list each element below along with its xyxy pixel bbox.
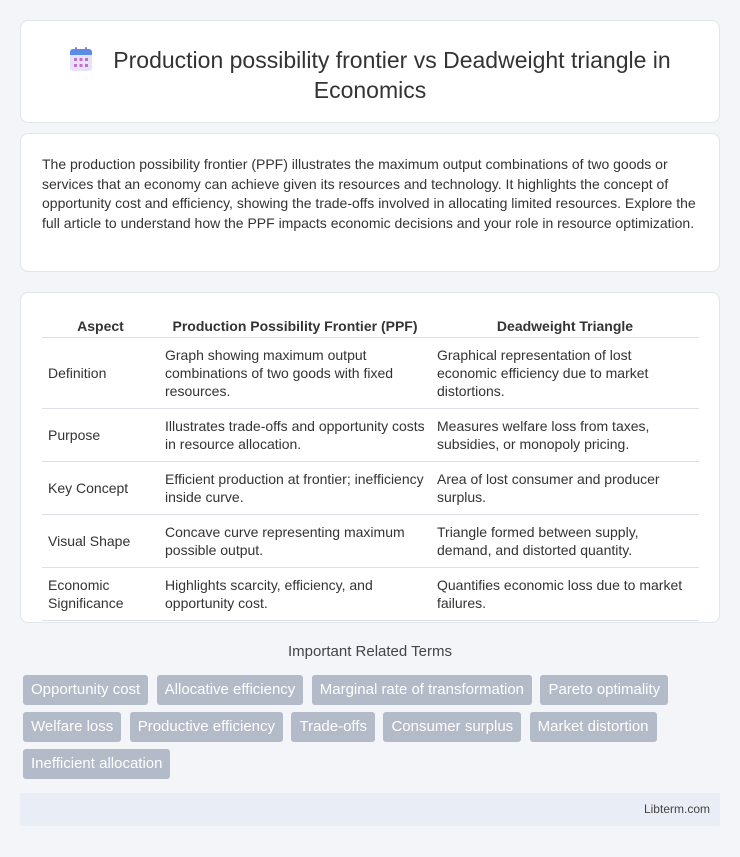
comparison-table	[42, 316, 699, 621]
page-title: Production possibility frontier vs Deadweight triangle in Economics	[113, 47, 671, 103]
footer	[20, 793, 720, 826]
row-deadweight: Triangle formed between supply, demand, and distorted quantity.	[431, 514, 699, 567]
tag-consumer-surplus[interactable]: Consumer surplus	[383, 712, 521, 742]
row-deadweight: Area of lost consumer and producer surplus.	[431, 461, 699, 514]
header-deadweight: Deadweight Triangle	[431, 316, 699, 337]
row-aspect: Purpose	[42, 408, 159, 461]
table-row	[42, 514, 699, 567]
row-aspect: Definition	[42, 337, 159, 408]
header-ppf: Production Possibility Frontier (PPF)	[159, 316, 431, 337]
footer-brand-link[interactable]: Libterm.com	[643, 802, 710, 816]
tag-marginal-rate-of-transformation[interactable]: Marginal rate of transformation	[312, 675, 532, 705]
header-aspect: Aspect	[42, 316, 159, 337]
row-ppf: Illustrates trade-offs and opportunity costs in resource allocation.	[159, 408, 431, 461]
table-row	[42, 567, 699, 620]
row-aspect: Key Concept	[42, 461, 159, 514]
intro-paragraph: The production possibility frontier (PPF) illustrates the maximum output combinations of two goods or services that an economy can achieve given its resources and technology. It highlights the concept of opportunity cost and efficiency, showing the trade-offs involved in allocating limited resources. Explore the full article to understand how the PPF impacts economic decisions and your role in resource optimization.	[42, 156, 696, 231]
row-deadweight: Graphical representation of lost economic efficiency due to market distortions.	[431, 337, 699, 408]
row-deadweight: Quantifies economic loss due to market failures.	[431, 567, 699, 620]
row-aspect: Economic Significance	[42, 567, 159, 620]
row-ppf: Concave curve representing maximum possible output.	[159, 514, 431, 567]
tag-pareto-optimality[interactable]: Pareto optimality	[540, 675, 668, 705]
row-ppf: Highlights scarcity, efficiency, and opportunity cost.	[159, 567, 431, 620]
row-ppf: Efficient production at frontier; inefficiency inside curve.	[159, 461, 431, 514]
table-row	[42, 461, 699, 514]
tag-trade-offs[interactable]: Trade-offs	[291, 712, 375, 742]
tag-welfare-loss[interactable]: Welfare loss	[23, 712, 121, 742]
row-aspect: Visual Shape	[42, 514, 159, 567]
comparison-card	[20, 292, 720, 623]
table-header-row	[42, 316, 699, 337]
tag-opportunity-cost[interactable]: Opportunity cost	[23, 675, 148, 705]
tag-productive-efficiency[interactable]: Productive efficiency	[130, 712, 283, 742]
calendar-grid-icon	[69, 46, 93, 72]
intro-card	[20, 133, 720, 272]
row-deadweight: Measures welfare loss from taxes, subsidies, or monopoly pricing.	[431, 408, 699, 461]
title-card	[20, 20, 720, 123]
tag-allocative-efficiency[interactable]: Allocative efficiency	[157, 675, 304, 705]
page-title-wrap	[21, 45, 719, 105]
tag-inefficient-allocation[interactable]: Inefficient allocation	[23, 749, 170, 779]
table-row	[42, 408, 699, 461]
related-terms-title: Important Related Terms	[288, 643, 452, 660]
related-terms-list	[23, 675, 723, 786]
tag-market-distortion[interactable]: Market distortion	[530, 712, 657, 742]
table-row	[42, 337, 699, 408]
row-ppf: Graph showing maximum output combinations of two goods with fixed resources.	[159, 337, 431, 408]
